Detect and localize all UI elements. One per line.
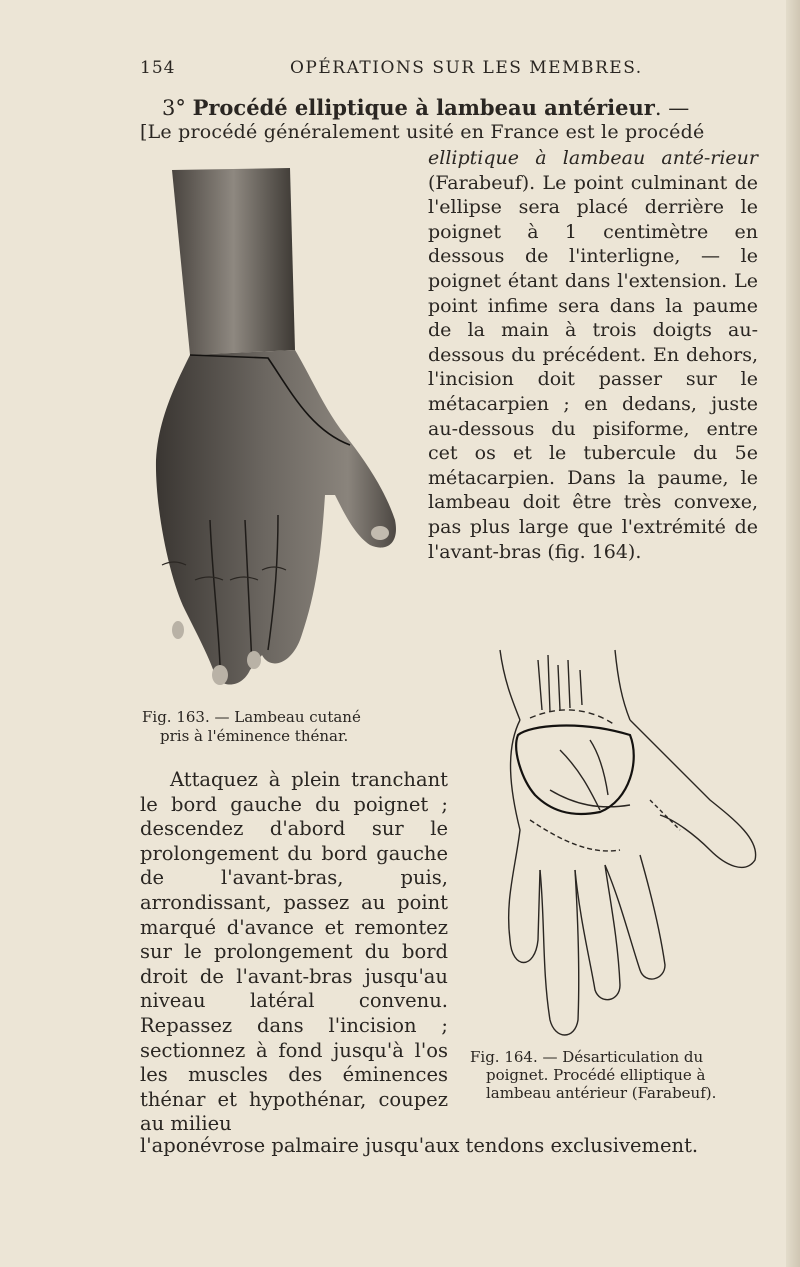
section-heading <box>162 94 762 122</box>
fig164-caption-line1: Fig. 164. — Désarticulation du <box>470 1048 704 1066</box>
fig163-caption-line2: pris à l'éminence thénar. <box>160 727 349 745</box>
procedure-name: elliptique à lambeau anté-rieur <box>428 147 758 169</box>
figure-163-hand <box>150 160 410 700</box>
figure-163-caption <box>142 708 442 746</box>
paragraph2-text: Attaquez à plein tranchant le bord gauche du poignet ; descendez d'abord sur le prolongement du bord gauche de l'avant-bras, puis, arrondissant, passez au point marqué d'avance et remontez sur le prolongement du bord droit de l'avant-bras jusqu'au niveau latéral convenu. Repassez dans l'incision ; sectionnez à fond jusqu'à l'os les muscles des éminences thénar et hypothénar, coupez au milieu <box>140 768 448 1136</box>
section-number: 3° <box>162 96 186 120</box>
paragraph1-rest: (Farabeuf). Le point culminant de l'ellipse sera placé derrière le poignet à 1 centimètre en dessous de l'interligne, — le poignet étant dans l'extension. Le point infime sera dans la paume de la main à trois doigts au-dessous du précédent. En dehors, l'incision doit passer sur le métacarpien ; en dedans, juste au-dessous du pisiforme, entre cet os et le tubercule du 5e métacarpien. Dans la paume, le lambeau doit être très convexe, pas plus large que l'extrémité de l'avant-bras (fig. 164). <box>428 171 758 563</box>
section-dash: . — <box>654 96 690 120</box>
running-title: OPÉRATIONS SUR LES MEMBRES. <box>290 58 643 78</box>
fig164-caption-line3: lambeau antérieur (Farabeuf). <box>486 1084 717 1102</box>
page-edge <box>786 0 800 1267</box>
figure-164-caption <box>470 1048 770 1102</box>
running-header <box>140 58 760 86</box>
page-number: 154 <box>140 58 176 78</box>
section-title: Procédé elliptique à lambeau antérieur <box>192 95 655 120</box>
paragraph2-last-line: l'aponévrose palmaire jusqu'aux tendons exclusivement. <box>140 1134 699 1157</box>
figure-164-palm-diagram <box>490 640 780 1040</box>
paragraph1-first-line: [Le procédé généralement usité en France est le procédé <box>140 121 705 143</box>
paragraph1-body <box>428 146 758 564</box>
fig163-caption-line1: Fig. 163. — Lambeau cutané <box>142 708 361 726</box>
fig164-caption-line2: poignet. Procédé elliptique à <box>486 1066 706 1084</box>
paragraph2-body <box>140 768 448 1137</box>
